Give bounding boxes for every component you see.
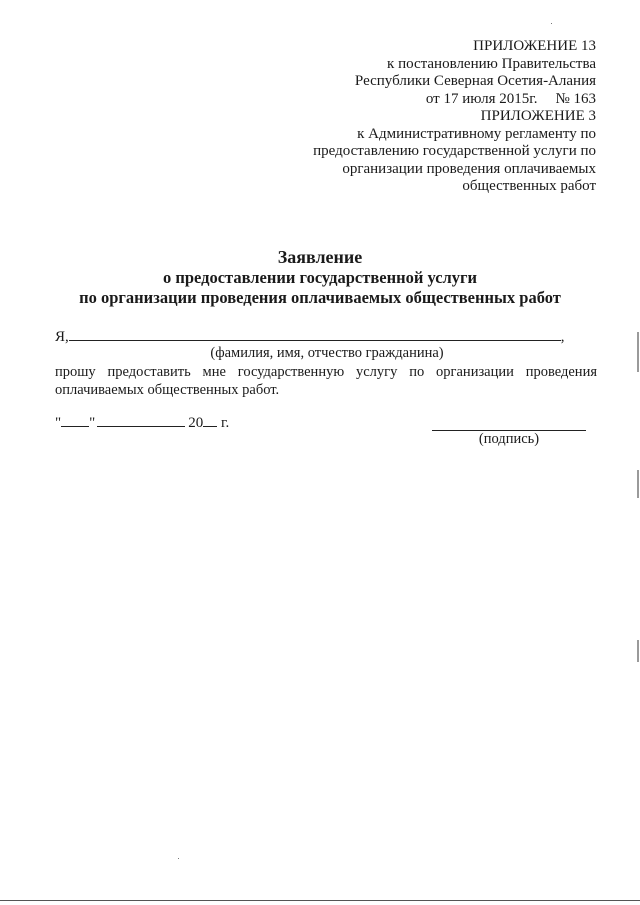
scan-bottom-edge (0, 900, 640, 901)
scan-speck (551, 23, 552, 24)
document-title (0, 246, 640, 308)
appendix-line: общественных работ (462, 178, 596, 194)
date-row (55, 413, 229, 432)
scan-edge-mark (637, 332, 639, 372)
title-line-1: о предоставлении государственной услуги (162, 268, 478, 287)
day-line[interactable] (61, 413, 89, 427)
scan-speck (178, 858, 179, 859)
request-text: прошу предоставить мне государственную услугу по организации проведения оплачиваемых общественных работ. (55, 364, 597, 398)
signature-caption: (подпись) (478, 431, 540, 447)
date-quote-close: " (89, 415, 96, 431)
applicant-suffix: , (560, 329, 565, 345)
title-main: Заявление (277, 247, 363, 267)
month-line[interactable] (97, 413, 185, 427)
year-suffix: г. (217, 415, 230, 431)
name-caption: (фамилия, имя, отчество гражданина) (210, 345, 444, 361)
year-line[interactable] (203, 413, 217, 427)
appendix-line: организации проведения оплачиваемых (342, 160, 596, 177)
scan-edge-mark (637, 470, 639, 498)
appendix-line: к Административному регламенту по (357, 125, 596, 142)
scan-edge-mark (637, 640, 639, 662)
appendix-date-line (313, 91, 596, 109)
appendix-line: ПРИЛОЖЕНИЕ 3 (480, 108, 596, 124)
title-line-2: по организации проведения оплачиваемых общественных работ (79, 288, 561, 307)
appendix-line: ПРИЛОЖЕНИЕ 13 (473, 38, 596, 54)
appendix-line: к постановлению Правительства (387, 55, 596, 72)
applicant-prefix: Я, (55, 329, 69, 345)
appendix-header (313, 38, 596, 196)
resolution-date: от 17 июля 2015г. (425, 90, 538, 107)
appendix-line: предоставлению государственной услуги по (313, 143, 596, 159)
resolution-number: № 163 (555, 90, 596, 107)
date-quote-open: " (55, 415, 62, 431)
applicant-name-line[interactable] (69, 327, 561, 341)
year-prefix: 20 (188, 415, 204, 431)
applicant-row (55, 327, 595, 346)
appendix-line: Республики Северная Осетия-Алания (354, 73, 596, 89)
